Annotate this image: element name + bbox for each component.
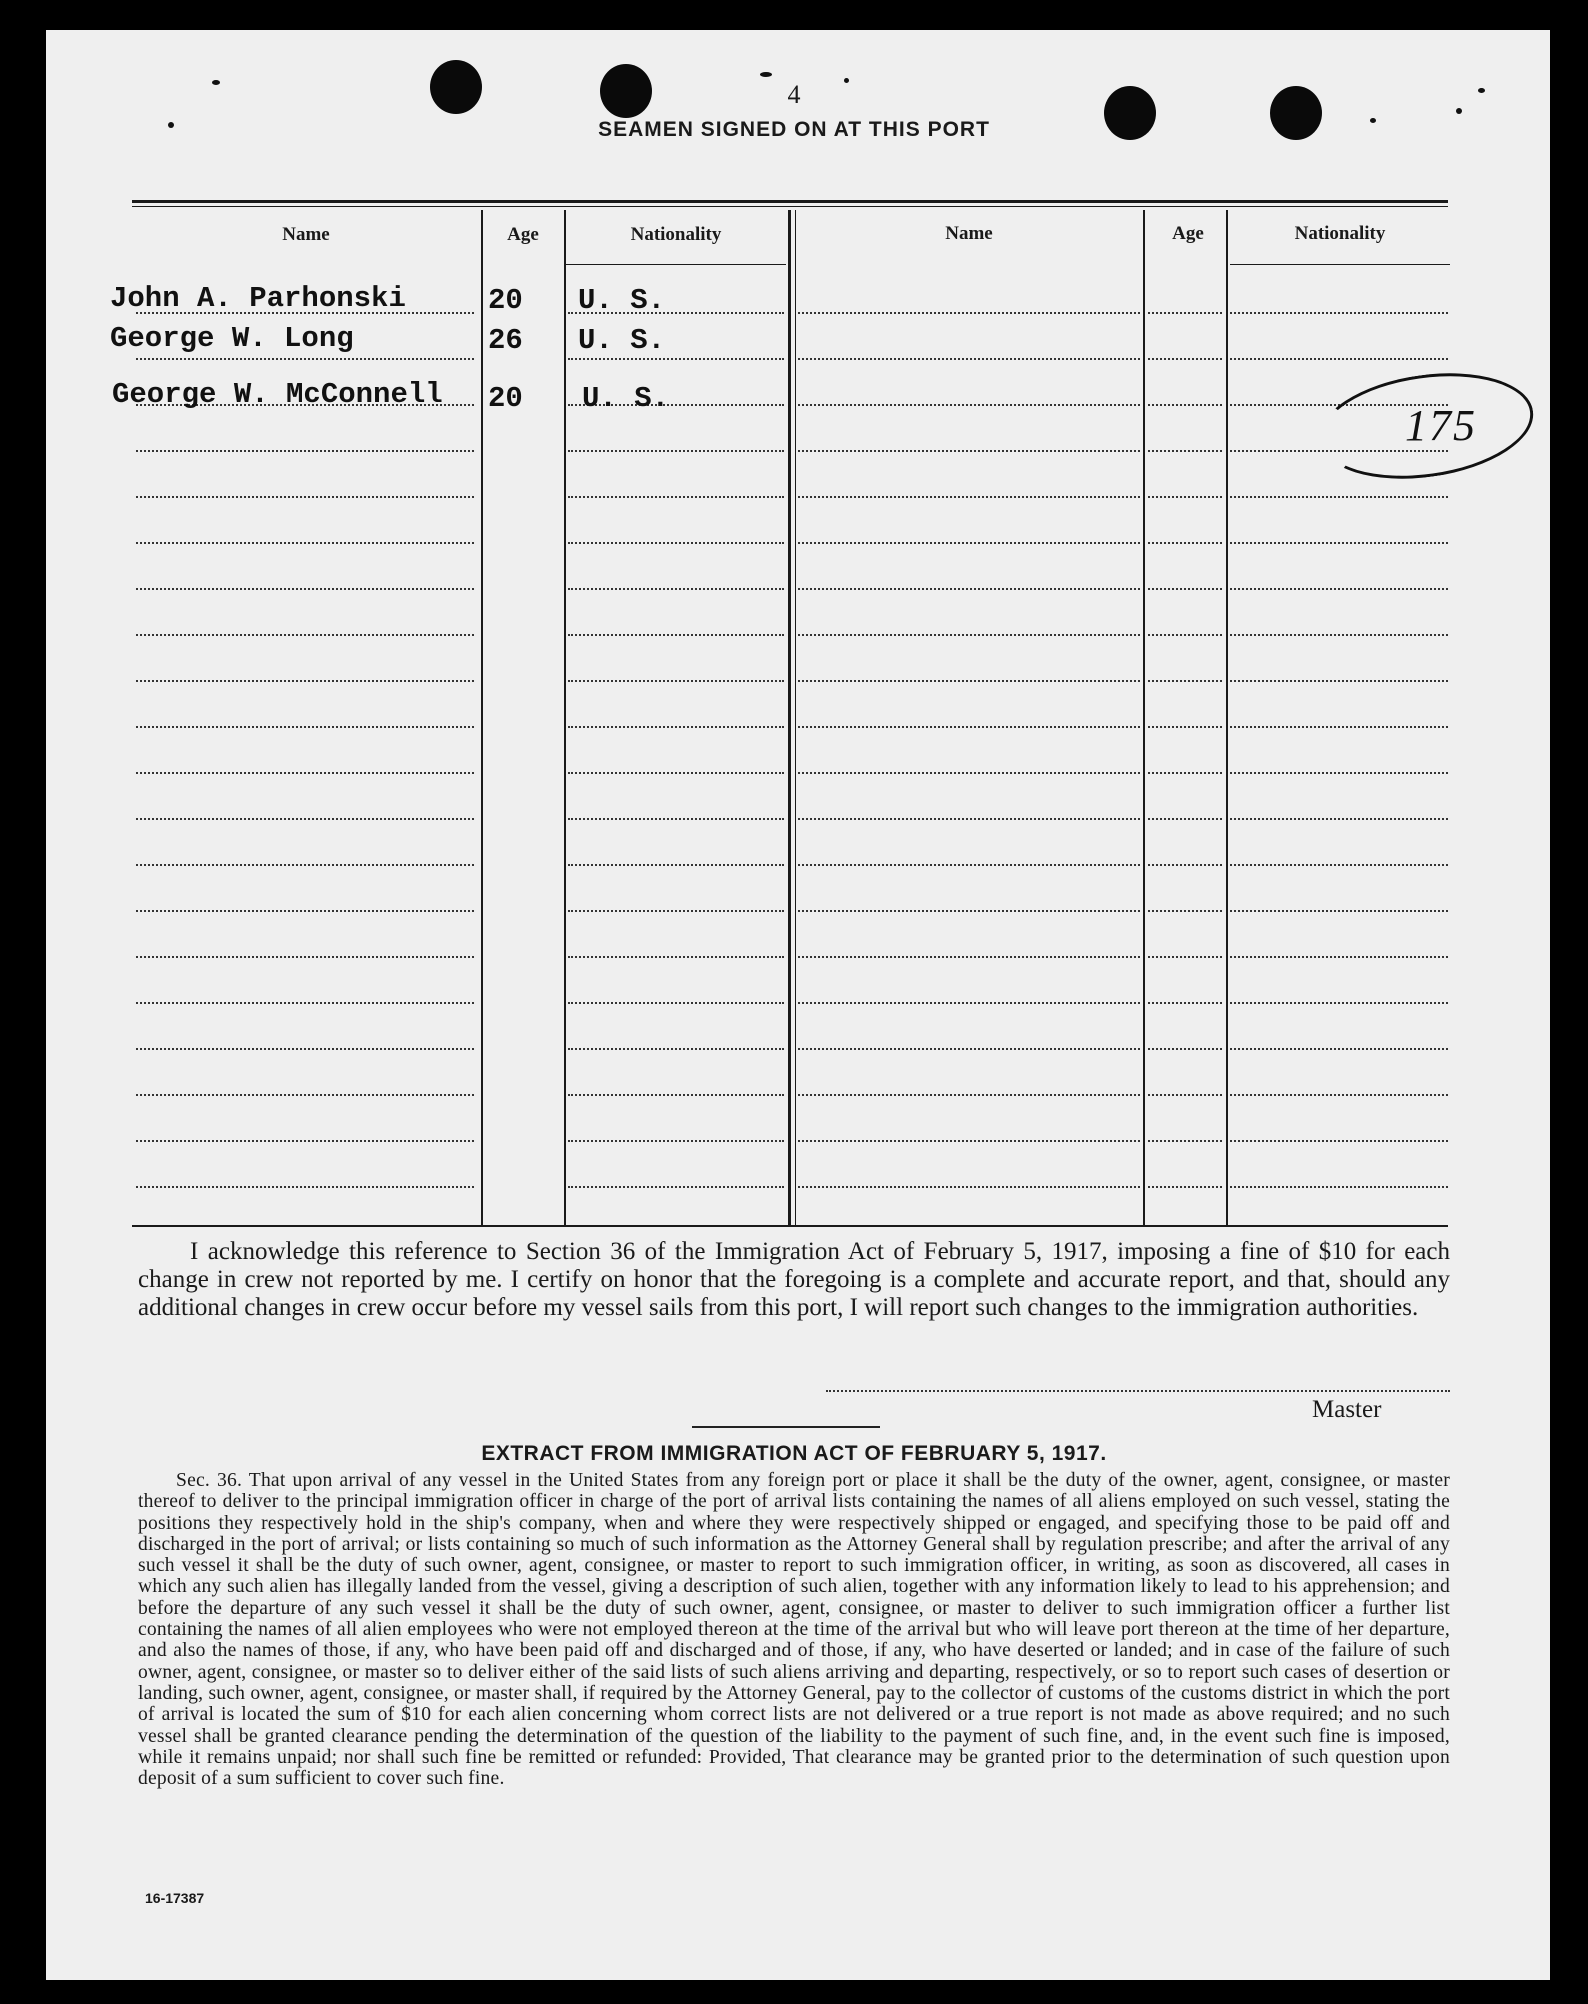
column-divider — [795, 210, 796, 1225]
acknowledgement-paragraph: I acknowledge this reference to Section 36 of the Immigration Act of February 5, 1917, imposing a fine of $10 for each change in crew not reported by me. I certify on honor that the foregoing is a complete and accurate report, and that, should any additional changes in crew occur before my vessel sails from this port, I will report such changes to the immigration authorities. — [138, 1238, 1450, 1321]
table-row-line — [568, 818, 784, 820]
page-number: 4 — [787, 80, 801, 109]
signature-line — [826, 1390, 1450, 1392]
table-row-line — [136, 726, 474, 728]
table-row-line — [1230, 1002, 1448, 1004]
table-row-line — [568, 1140, 784, 1142]
right-age-header: Age — [1172, 223, 1204, 244]
column-divider — [1143, 210, 1145, 1225]
table-row-line — [798, 864, 1140, 866]
header-rule — [132, 200, 1448, 203]
table-row-line — [1148, 1094, 1222, 1096]
table-row-line — [1230, 588, 1448, 590]
extract-text: Sec. 36. That upon arrival of any vessel in the United States from any foreign port or place it shall be the duty of the owner, agent, consignee, or master thereof to deliver to the principal immigration officer in charge of the port of arrival lists containing the names of all aliens employed on such vessel, stating the positions they respectively hold in the ship's company, when and where they were respectively shipped or engaged, and specifying those to be paid off and discharged in the port of arrival; or lists containing so much of such information as the Attorney General shall by regulation prescribe; and after the arrival of any such vessel it shall be the duty of such owner, agent, consignee, or master to report to such immigration officer, in writing, as soon as discovered, all cases in which any such alien has illegally landed from the vessel, giving a description of such alien, together with any information likely to lead to his apprehension; and before the departure of any such vessel it shall be the duty of such owner, agent, consignee, or master to deliver to such immigration officer a further list containing the names of all alien employees who were not employed thereon at the time of the arrival but who will leave port thereon at the time of her departure, and also the names of those, if any, who have been paid off and discharged and of those, if any, who have deserted or landed; and in case of the failure of such owner, agent, consignee, or master so to deliver either of the said lists of such aliens arriving and departing, respectively, or so to report such cases of desertion or landing, such owner, agent, consignee, or master shall, if required by the Attorney General, pay to the collector of customs of the customs district in which the port of arrival is located the sum of $10 for each alien concerning whom correct lists are not delivered or a true report is not made as above required; and no such vessel shall be granted clearance pending the determination of the question of the liability to the payment of such fine, and, in the event such fine is imposed, while it remains unpaid; nor shall such fine be remitted or refunded: Provided, That clearance may be granted prior to the determination of such question upon deposit of a sum sufficient to cover such fine. — [138, 1470, 1450, 1790]
table-row-line — [136, 588, 474, 590]
table-row-line — [1148, 772, 1222, 774]
table-row-line — [1230, 772, 1448, 774]
column-divider — [481, 210, 483, 1225]
table-row-line — [136, 1094, 474, 1096]
table-row-line — [136, 1186, 474, 1188]
table-row-line — [1230, 312, 1448, 314]
table-row-line — [798, 1094, 1140, 1096]
table-row-line — [568, 1094, 784, 1096]
table-row-line — [1230, 910, 1448, 912]
table-row-line — [568, 588, 784, 590]
table-row-line — [1230, 956, 1448, 958]
table-row-line — [1148, 312, 1222, 314]
crew-nationality: U. S. — [582, 382, 670, 415]
table-row-line — [798, 588, 1140, 590]
table-row-line — [798, 956, 1140, 958]
table-row-line — [136, 864, 474, 866]
table-row-line — [136, 1140, 474, 1142]
crew-name: John A. Parhonski — [110, 282, 406, 315]
crew-age: 26 — [488, 324, 523, 357]
table-row-line — [798, 634, 1140, 636]
header-rule — [132, 206, 1448, 207]
table-row-line — [136, 496, 474, 498]
left-nationality-header: Nationality — [630, 224, 722, 245]
table-row-line — [798, 358, 1140, 360]
table-row-line — [568, 956, 784, 958]
column-divider — [788, 210, 791, 1225]
table-row-line — [798, 450, 1140, 452]
table-row-line — [136, 1048, 474, 1050]
table-row-line — [798, 404, 1140, 406]
table-row-line — [1230, 542, 1448, 544]
table-row-line — [136, 358, 474, 360]
table-row-line — [568, 358, 784, 360]
table-row-line — [1148, 1186, 1222, 1188]
table-row-line — [568, 910, 784, 912]
table-row-line — [1230, 726, 1448, 728]
table-row-line — [1148, 726, 1222, 728]
table-row-line — [798, 726, 1140, 728]
table-row-line — [1148, 680, 1222, 682]
crew-age: 20 — [488, 382, 523, 415]
table-row-line — [1148, 1048, 1222, 1050]
table-row-line — [568, 450, 784, 452]
table-row-line — [1230, 1186, 1448, 1188]
table-row-line — [1230, 864, 1448, 866]
table-row-line — [136, 818, 474, 820]
table-row-line — [798, 1048, 1140, 1050]
table-row-line — [1148, 910, 1222, 912]
table-row-line — [136, 772, 474, 774]
table-row-line — [136, 542, 474, 544]
table-row-line — [1148, 588, 1222, 590]
stamp-number: 175 — [1405, 401, 1477, 450]
crew-name: George W. Long — [110, 322, 354, 355]
table-row-line — [136, 680, 474, 682]
table-row-line — [568, 680, 784, 682]
table-row-line — [1148, 404, 1222, 406]
table-row-line — [1148, 450, 1222, 452]
table-row-line — [136, 634, 474, 636]
table-row-line — [1148, 864, 1222, 866]
table-row-line — [1148, 818, 1222, 820]
table-row-line — [1148, 542, 1222, 544]
table-row-line — [798, 910, 1140, 912]
table-row-line — [568, 772, 784, 774]
table-bottom-rule — [132, 1225, 1448, 1227]
extract-title: EXTRACT FROM IMMIGRATION ACT OF FEBRUARY 5, 1917. — [481, 1442, 1107, 1465]
table-row-line — [1148, 496, 1222, 498]
table-row-line — [798, 496, 1140, 498]
table-row-line — [136, 450, 474, 452]
table-row-line — [1230, 358, 1448, 360]
table-row-line — [798, 1140, 1140, 1142]
table-row-line — [798, 818, 1140, 820]
column-header-rule — [566, 264, 786, 265]
table-row-line — [1148, 634, 1222, 636]
table-row-line — [568, 1186, 784, 1188]
table-row-line — [1230, 1140, 1448, 1142]
table-row-line — [568, 1048, 784, 1050]
column-divider — [1226, 210, 1228, 1225]
master-label: Master — [1312, 1396, 1382, 1423]
table-row-line — [1148, 1002, 1222, 1004]
table-row-line — [136, 910, 474, 912]
table-row-line — [1148, 1140, 1222, 1142]
table-row-line — [136, 956, 474, 958]
table-row-line — [1230, 818, 1448, 820]
table-row-line — [1230, 496, 1448, 498]
section-divider — [692, 1426, 880, 1428]
table-row-line — [1148, 358, 1222, 360]
column-divider — [564, 210, 566, 1225]
table-row-line — [568, 542, 784, 544]
table-row-line — [136, 1002, 474, 1004]
left-age-header: Age — [507, 224, 539, 245]
crew-nationality: U. S. — [578, 324, 666, 357]
crew-nationality: U. S. — [578, 284, 666, 317]
table-row-line — [568, 1002, 784, 1004]
table-row-line — [798, 680, 1140, 682]
table-row-line — [798, 1186, 1140, 1188]
speck — [760, 72, 772, 77]
table-row-line — [568, 496, 784, 498]
page-title: SEAMEN SIGNED ON AT THIS PORT — [598, 118, 990, 141]
table-row-line — [798, 312, 1140, 314]
table-row-line — [798, 772, 1140, 774]
form-number: 16-17387 — [145, 1890, 205, 1906]
left-name-header: Name — [282, 224, 330, 245]
table-row-line — [798, 1002, 1140, 1004]
table-row-line — [1230, 1048, 1448, 1050]
crew-age: 20 — [488, 284, 523, 317]
table-row-line — [568, 634, 784, 636]
table-row-line — [568, 864, 784, 866]
table-row-line — [1148, 956, 1222, 958]
right-nationality-header: Nationality — [1294, 223, 1386, 244]
crew-name: George W. McConnell — [112, 378, 443, 411]
column-header-rule — [1230, 264, 1450, 265]
table-row-line — [798, 542, 1140, 544]
table-row-line — [568, 726, 784, 728]
table-row-line — [1230, 634, 1448, 636]
table-row-line — [1230, 680, 1448, 682]
right-name-header: Name — [945, 223, 993, 244]
table-row-line — [1230, 1094, 1448, 1096]
